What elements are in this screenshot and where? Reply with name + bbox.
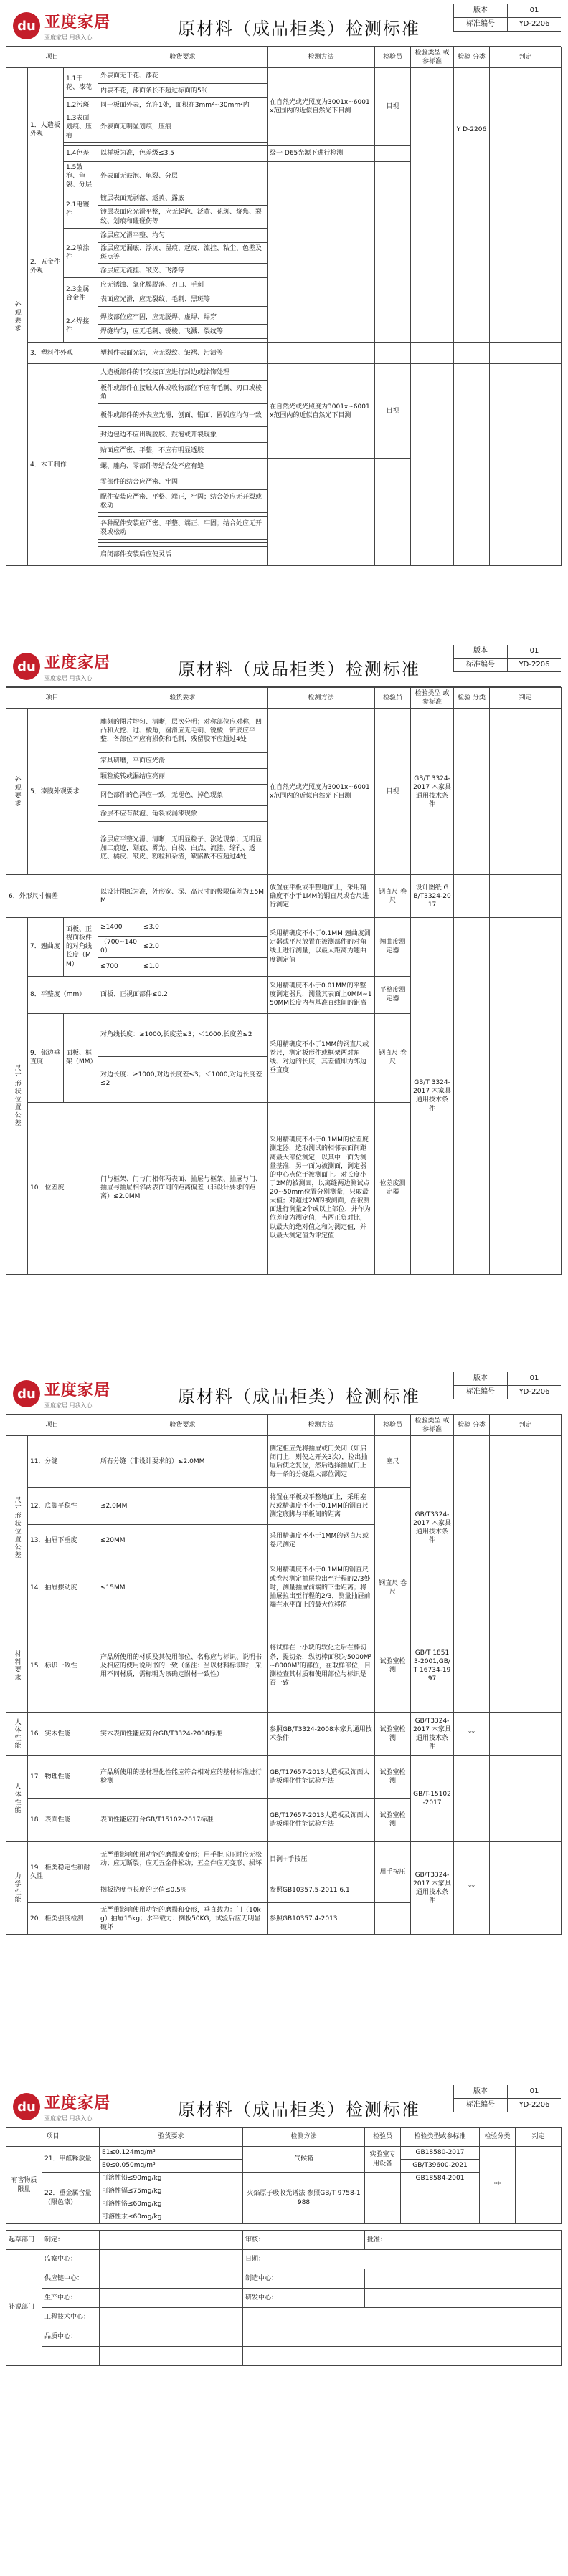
brand-name: 亚度家居 <box>44 1382 111 1399</box>
requirement-text: 启闭部件安装后应使灵活 <box>98 547 268 562</box>
requirement-text: 配件安装应严密、平整、端正，牢固；结合处应无开裂或松动 <box>98 490 268 513</box>
tech-label[interactable]: 工程技术中心： <box>42 2308 100 2327</box>
requirement-text: 零部件的结合应严密、牢固 <box>98 474 268 490</box>
requirement-text: 人造板部件的非交接面应进行封边或涂饰处理 <box>98 364 268 381</box>
level-text: Y D-2206 <box>454 68 490 191</box>
quality-label[interactable]: 监察中心： <box>42 2250 100 2269</box>
sub-physical: 17．物理性能 <box>28 1756 98 1799</box>
page-2 <box>6 645 561 1361</box>
sub-drawer-swing: 14．抽屉摆动度 <box>28 1556 98 1619</box>
requirement-text: 各种配件安装应严密、平整、端正、牢固；结合处应无开裂或松动 <box>98 517 268 540</box>
inspector-text: 试验室检测 <box>375 1619 411 1713</box>
col-std: 检验类型 或参标准 <box>411 1415 454 1436</box>
method-text: 火焰原子吸收光谱法 参照GB/T 9758-1988 <box>243 2173 365 2224</box>
doc-meta <box>453 4 561 32</box>
requirement-text: 无严重影响使用功能的磨损和变形，垂直载力：门（10kg）抽屉15kg；水平载力：搁板50KG，试验后应无明显破坏 <box>98 1903 268 1935</box>
inspector-text: 钢直尺 卷尺 <box>375 1013 411 1102</box>
range-text: （700~1400） <box>98 937 141 957</box>
col-std: 检验类型 或参标准 <box>411 688 454 709</box>
finance-label[interactable]: 品质中心： <box>42 2327 100 2347</box>
brand-mark-icon: du <box>13 2093 40 2120</box>
group-material: 材料要求 <box>6 1619 28 1713</box>
date-label: 日期： <box>243 2250 562 2269</box>
page-header <box>6 4 561 47</box>
item-label: 1.4色差 <box>64 145 98 161</box>
requirement-text: 焊缝均匀，应无毛刺、锐棱、飞溅、裂纹等 <box>98 325 268 339</box>
audit-label[interactable]: 审核： <box>243 2231 365 2250</box>
sub-stability: 19．柜类稳定性和耐久性 <box>28 1842 98 1903</box>
inspector-text: 翘曲度测定器 <box>375 918 411 976</box>
requirement-text: 可溶性铬≤60mg/kg <box>100 2198 243 2211</box>
sub-plastic: 3．塑料件外观 <box>28 343 98 364</box>
requirement-text: 螺、雕角、零部件等结合处不应有缝 <box>98 459 268 474</box>
draft-label[interactable]: 制定： <box>42 2231 100 2250</box>
brand-mark-icon: du <box>13 653 40 680</box>
sub-gap: 11．分缝 <box>28 1436 98 1488</box>
version-label: 版本 <box>473 2087 488 2095</box>
item-label: 1.2污斑 <box>64 98 98 112</box>
sub-drawer-sag: 13．抽屉下垂度 <box>28 1525 98 1556</box>
inspector-text: 目视 <box>375 68 411 145</box>
sub-surface: 18．表面性能 <box>28 1799 98 1842</box>
page-3 <box>6 1372 561 2074</box>
requirement-text: E0≤0.050mg/m³ <box>100 2160 243 2173</box>
code-label: 标准编号 <box>466 20 495 28</box>
inspector-text: 位差度测定器 <box>375 1102 411 1274</box>
col-method: 检测方法 <box>268 688 375 709</box>
code-label: 标准编号 <box>466 1388 495 1396</box>
inspector-text: 塞尺 <box>375 1436 411 1488</box>
brand-slogan: 亚度家居 用我入心 <box>44 2115 93 2122</box>
method-text: 在自然光或光照度为3001x~6001x范围内的近似自然光下目测 <box>268 68 375 145</box>
method-text: 目测+手按压 <box>268 1842 375 1877</box>
draft-dept-label: 起草部门 <box>6 2231 42 2250</box>
requirement-text: 板件或部件的外表应光滑，刨面、锯面、圆弧应均匀一致 <box>98 404 268 427</box>
method-text: 将试样在一小块的软化之后在棒切条，提切条，纵切棒面积为5000M²~8000M²的部位，在取样部位，目测检查其材质和使用部位与标识是否一致 <box>268 1619 375 1713</box>
col-inspector: 检验员 <box>375 1415 411 1436</box>
code-value: YD-2206 <box>507 659 561 671</box>
range-text: ≥1400 <box>98 918 141 937</box>
brand-logo <box>13 2091 110 2122</box>
version-label: 版本 <box>473 1374 488 1382</box>
requirement-text: 面板、正视面部件≤0.2 <box>98 976 268 1013</box>
requirement-text: 对边长度：≥1000,对边长度差≤3；＜1000,对边长度差≤2 <box>98 1056 268 1102</box>
sub-flatness: 8．平整度（mm） <box>28 976 98 1013</box>
standard-table-4 <box>6 2127 562 2224</box>
version-label: 版本 <box>473 6 488 14</box>
requirement-text: 产品所使用的材质及其使用部位、名称应与标识、说明书及相应的使用说明书的一致（备注：当以材料标识时，采用不同材质，需标明为该确定附材一致性） <box>98 1619 268 1713</box>
requirement-text: 贴面应严密、平整，不应有明显透胶 <box>98 443 268 459</box>
requirement-text: 颗粒旋转或漏结应亮丽 <box>98 769 268 785</box>
sub-paint: 5．漆膜外观要求 <box>28 709 98 875</box>
requirement-text: 可溶性镉≤75mg/kg <box>100 2185 243 2198</box>
method-text: 采用精确度不小于0.01MM的平整度测定器具，测量其表面上0MM~150MM长度内与基准直线间的距离 <box>268 976 375 1013</box>
code-label: 标准编号 <box>466 661 495 669</box>
group-hazardous: 有害物质限量 <box>6 2147 42 2224</box>
inspector-text: 目视 <box>375 709 411 875</box>
std-text: GB/T39600-2021 <box>401 2160 480 2173</box>
item-label: 1.3表面划痕、压痕 <box>64 112 98 142</box>
item-label: 2.4焊接件 <box>64 310 98 343</box>
sub-formaldehyde: 21．甲醛释放量 <box>42 2147 100 2173</box>
method-text: 在自然光或光照度为3001x~6001x范围内的近似自然光下目测 <box>268 709 375 875</box>
document-title: 原材料（成品柜类）检测标准 <box>178 1387 420 1407</box>
std-text: GB/T 3324-2017 木家具通用技术条件 <box>411 709 454 875</box>
method-text: GB/T17657-2013人造板及饰面人造板理化性能试验方法 <box>268 1799 375 1842</box>
requirement-text: 以设计图纸为准，外形宽、深、高尺寸的极限偏差为±5MM <box>98 875 268 918</box>
sub-leg-stability: 12．底脚平稳性 <box>28 1488 98 1525</box>
item-label: 面板、框架（MM） <box>64 1013 98 1102</box>
requirement-text: 板件或部件在接触人体或收物部位不应有毛刺、刃口或棱角 <box>98 381 268 404</box>
method-text: GB/T17657-2013人造板及饰面人造板理化性能试验方法 <box>268 1756 375 1799</box>
requirement-text: E1≤0.124mg/m³ <box>100 2147 243 2160</box>
requirement-text: 家具研磨，平面应光滑 <box>98 753 268 769</box>
brand-name: 亚度家居 <box>44 14 111 32</box>
col-inspector: 检验员 <box>365 2128 401 2147</box>
page-header <box>6 1372 561 1414</box>
method-text: 气候箱 <box>243 2147 365 2173</box>
page-header <box>6 2085 561 2127</box>
requirement-text: 对角线长度：≥1000,长度差≤3；＜1000,长度差≤2 <box>98 1013 268 1056</box>
signature-table <box>6 2230 562 2366</box>
group-mechanics: 力学性能 <box>6 1842 28 1935</box>
col-judge: 判定 <box>516 2128 562 2147</box>
group-appearance: 外观要求 <box>6 68 28 566</box>
requirement-text: 可溶性汞≤60mg/kg <box>100 2211 243 2224</box>
method-text: 采用精确度不小于0.1MM的位差度测定器，选取测试的相邻表面间距离最大部位测定，以其中一面为测量基准，另一面为被测面，测定器的中心点位于被测面上。对长度小于2M的被测面，以离缝两边测试点20~50mm位置分别测量，只取最大值；对超过2M的被测面，在被测面进行测量2个或以上部位，并作为位差度为测定值，当两正负对比，以最大的绝对值之和为测定值，并以最大测定值为评定值 <box>268 1102 375 1274</box>
requirement-text: 外表面无明显划痕，压痕 <box>98 112 268 142</box>
standard-table-1 <box>6 47 562 566</box>
inspector-text: 试验室检测 <box>375 1713 411 1756</box>
requirement-text: 塑料件表面光洁，应无裂纹、皱褶、污渍等 <box>98 343 268 364</box>
requirement-text: 表面性能应符合GB/T15102-2017标准 <box>98 1799 268 1842</box>
version-value: 01 <box>507 2085 561 2098</box>
document-title: 原材料（成品柜类）检测标准 <box>178 659 420 679</box>
brand-slogan: 亚度家居 用我入心 <box>44 34 93 41</box>
doc-meta <box>453 645 561 672</box>
requirement-text: 同一板面外表，允许1处，面积在3mm²~30mm²内 <box>98 98 268 112</box>
sub-warpage: 7．翘曲度 <box>28 918 64 976</box>
sub-offset: 10．位差度 <box>28 1102 98 1274</box>
level-text: ** <box>454 1842 490 1935</box>
requirement-text: 涂层应光滑平整、均匀 <box>98 229 268 243</box>
requirement-text: 表面应光滑，应无裂纹、毛刺、黑斑等 <box>98 292 268 307</box>
method-text: 参照GB10357.5-2011 6.1 <box>268 1877 375 1903</box>
method-text: 将置在平板或平整地面上，采用塞尺或精确度不小于0.1MM的钢直尺测定底脚与平板间的距离 <box>268 1488 375 1525</box>
brand-slogan: 亚度家居 用我入心 <box>44 675 93 681</box>
version-value: 01 <box>507 645 561 658</box>
approve-label[interactable]: 批准： <box>365 2231 562 2250</box>
brand-logo <box>13 651 110 682</box>
sub-perpendicularity: 9．邻边垂直度 <box>28 1013 64 1102</box>
standard-table-3 <box>6 1414 562 1935</box>
col-item: 项目 <box>6 47 98 68</box>
requirement-text: 搁板挠度与长度的比值≤0.5％ <box>98 1877 268 1903</box>
brand-mark-icon: du <box>13 12 40 39</box>
requirement-text: 外表面无干花、漆花 <box>98 68 268 84</box>
mfg-label[interactable]: 制造中心： <box>243 2269 365 2289</box>
item-label: 2.2喷涂件 <box>64 229 98 278</box>
col-requirement: 验货要求 <box>100 2128 243 2147</box>
requirement-text: 无严重影响使用功能的磨损或变形；用手指压压时应无松动；应无断裂；应无五金件松动；五金件应无变形、损坏 <box>98 1842 268 1877</box>
sign-dept-label: 补说部门 <box>6 2250 42 2366</box>
standard-table-2 <box>6 687 562 1275</box>
brand-logo <box>13 10 110 42</box>
level-text: ** <box>454 1713 490 1756</box>
method-text: 参照GB/T3324-2008木家具通用技术条件 <box>268 1713 375 1756</box>
col-std: 检验类型 或参标准 <box>411 47 454 68</box>
col-judge: 判定 <box>490 688 562 709</box>
group-tolerance: 尺寸形状位置公差 <box>6 1436 28 1619</box>
brand-name: 亚度家居 <box>44 654 111 672</box>
col-item: 项目 <box>6 2128 100 2147</box>
method-text: 采用精确度不小于1MM的钢直尺或卷尺，测定板形件或框架两对角线、对边的长度，其差值即为邻边垂直度 <box>268 1013 375 1102</box>
std-text: GB18580-2017 <box>401 2147 480 2160</box>
range-value: ≤2.0 <box>141 937 268 957</box>
std-text: GB/T 3324-2017 木家具通用技术条件 <box>411 918 454 1274</box>
requirement-text: 产品所使用的基材理化性能应符合相对应的基材标准进行检测 <box>98 1756 268 1799</box>
std-text: GB/T3324-2017 木家具通用技术条件 <box>411 1713 454 1756</box>
code-value: YD-2206 <box>507 2099 561 2112</box>
col-requirement: 验货要求 <box>98 688 268 709</box>
requirement-text: 涂层应无漏底、浮坑、留痕、起皮、流挂、粘尘、色差及斑点等 <box>98 243 268 264</box>
sub-wood-performance: 16．实木性能 <box>28 1713 98 1756</box>
item-label: 2.3金属合金件 <box>64 278 98 310</box>
requirement-text: 镀层表面无剥落、返黄、露底 <box>98 191 268 206</box>
produce-label[interactable]: 生产中心： <box>42 2289 100 2308</box>
group-wood: 人体性能 <box>6 1713 28 1756</box>
inspector-text: 用手按压 <box>375 1842 411 1903</box>
requirement-text: ≤2.0MM <box>98 1488 268 1525</box>
method-text: 采用精确度不小于0.1MM的钢直尺或卷尺测定抽屉拉出至行程的2/3处时，测量抽屉前端的下垂距离；将抽屉拉出至行程的2/3，测量抽屉前端在水平面上的最大位移值 <box>268 1556 375 1619</box>
page-1 <box>6 4 561 635</box>
sub-strength: 20．柜类强度检测 <box>28 1903 98 1935</box>
col-inspector: 检验员 <box>375 47 411 68</box>
sub-size-deviation: 6．外形尺寸偏差 <box>6 875 98 918</box>
document-title: 原材料（成品柜类）检测标准 <box>178 19 420 39</box>
code-value: YD-2206 <box>507 18 561 31</box>
sub-heavy-metal: 22．重金属含量（限色漆） <box>42 2173 100 2224</box>
inspector-text: 平整度测定器 <box>375 976 411 1013</box>
inspector-text: 钢直尺 卷尺 <box>375 875 411 918</box>
inspector-text: 实验室专用设备 <box>365 2147 401 2173</box>
brand-mark-icon: du <box>13 1380 40 1407</box>
page-header <box>6 645 561 687</box>
requirement-text: 以样板为准，色差级≤3.5 <box>98 145 268 161</box>
requirement-text: 外表面无鼓泡、龟裂、分层 <box>98 161 268 191</box>
requirement-text: 门与框架、门与门相邻两表面、抽屉与框架、抽屉与门、抽屉与抽屉相邻两表面间的距离偏差（非设计要求的距离）≤2.0MM <box>98 1102 268 1274</box>
col-judge: 判定 <box>490 47 562 68</box>
requirement-text: ≤15MM <box>98 1556 268 1619</box>
inspector-text: 试验室检测 <box>375 1799 411 1842</box>
group-board: 人体性能 <box>6 1756 28 1842</box>
item-label: 面板、正视面板件的对角线长度（MM） <box>64 918 98 976</box>
requirement-text: 网色部件的色泽应一致，无褪色、掉色现象 <box>98 785 268 806</box>
version-label: 版本 <box>473 647 488 655</box>
method-text: 在自然光或光照度为3001x~6001x范围内的近似自然光下目测 <box>268 364 375 459</box>
col-method: 检测方法 <box>268 47 375 68</box>
col-level: 检验 分类 <box>454 688 490 709</box>
inspector-text: 试验室检测 <box>375 1756 411 1799</box>
item-label: 1.1干花、漆花 <box>64 68 98 98</box>
requirement-text: 应无锈蚀、氧化膜脱落、刃口、毛刺 <box>98 278 268 292</box>
brand-name: 亚度家居 <box>44 2094 111 2112</box>
code-value: YD-2206 <box>507 1386 561 1399</box>
inspector-text: 目视 <box>375 364 411 459</box>
requirement-text: 内表不花，漆面条长不超过标面的5％ <box>98 84 268 98</box>
method-text: 参照GB10357.4-2013 <box>268 1903 375 1935</box>
col-method: 检测方法 <box>268 1415 375 1436</box>
col-inspector: 检验员 <box>375 688 411 709</box>
col-item: 项目 <box>6 1415 98 1436</box>
requirement-text: 涂层应无流挂、皱皮、飞漆等 <box>98 264 268 278</box>
std-text: GB/T3324-2017 木家具通用技术条件 <box>411 1436 454 1619</box>
range-value: ≤1.0 <box>141 957 268 976</box>
col-level: 检验 分类 <box>454 47 490 68</box>
std-text: GB/T3324-2017 木家具通用技术条件 <box>411 1842 454 1935</box>
version-value: 01 <box>507 4 561 17</box>
range-text: ≤700 <box>98 957 141 976</box>
sub-hardware-appearance: 2．五金件外观 <box>28 191 64 343</box>
item-label: 2.1电镀件 <box>64 191 98 229</box>
requirement-text: 涂层不应有鼓泡、龟裂或漏漆现象 <box>98 806 268 822</box>
code-label: 标准编号 <box>466 2101 495 2109</box>
col-level: 检验分类 <box>480 2128 516 2147</box>
col-judge: 判定 <box>490 1415 562 1436</box>
rd-label[interactable]: 研发中心： <box>243 2289 365 2308</box>
requirement-text: 可溶性铅≤90mg/kg <box>100 2173 243 2185</box>
doc-meta <box>453 2085 561 2112</box>
supply-label[interactable]: 供应链中心： <box>42 2269 100 2289</box>
requirement-text: ≤20MM <box>98 1525 268 1556</box>
requirement-text: 雕刻的图片均匀、清晰，层次分明；对称部位应对称，凹凸和大挖、过、棱角，圆滑应无毛刺、锐棱，铲底应平整，各部位不应有损伤和毛刺，残留胶不应超过4处 <box>98 709 268 753</box>
level-text: ** <box>480 2147 516 2224</box>
requirement-text: 所有分缝（非设计要求的）≤2.0MM <box>98 1436 268 1488</box>
std-text: GB18584-2001 <box>401 2173 480 2185</box>
document-title: 原材料（成品柜类）检测标准 <box>178 2099 420 2120</box>
col-level: 检验 分类 <box>454 1415 490 1436</box>
sub-label-consistency: 15．标识一致性 <box>28 1619 98 1713</box>
method-text: 侧定柜应先将抽屉或门关闭（如启闭门上，则使之开关3次），拉出抽屉后使之复位，然后选择抽屉门上每一条的分缝最大部位测定 <box>268 1436 375 1488</box>
col-std: 检验类型或参标准 <box>401 2128 480 2147</box>
version-value: 01 <box>507 1372 561 1385</box>
requirement-text: 实木表面性能应符合GB/T3324-2008标准 <box>98 1713 268 1756</box>
brand-logo <box>13 1378 110 1409</box>
group-tolerance: 尺寸形状位置公差 <box>6 918 28 1274</box>
inspector-text: 钢直尺 卷尺 <box>375 1556 411 1619</box>
group-appearance: 外观要求 <box>6 709 28 875</box>
page-4 <box>6 2085 561 2515</box>
std-text: 设计图纸 GB/T3324-2017 <box>411 875 454 918</box>
sub-board-appearance: 1．人造板外观 <box>28 68 64 191</box>
brand-slogan: 亚度家居 用我入心 <box>44 1402 93 1409</box>
requirement-text: 镀层表面应光滑平整，应无起泡、泛黄、花斑、烧焦、裂纹、划痕和磕碰伤等 <box>98 206 268 229</box>
requirement-text: 封边包边不应出现脱胶、鼓泡或开裂现象 <box>98 427 268 443</box>
method-text: 采用精确度不小于0.1MM 翘曲度测定器或平尺放置在被测部件的对角线上进行测量，以最大距离为翘曲度测定值 <box>268 918 375 976</box>
requirement-text: 焊接部位应牢固，应无脱焊、虚焊、焊穿 <box>98 310 268 325</box>
col-requirement: 验货要求 <box>98 1415 268 1436</box>
col-requirement: 验货要求 <box>98 47 268 68</box>
range-value: ≤3.0 <box>141 918 268 937</box>
requirement-text: 涂层应平整光滑、清晰，无明显粒子、涨边现象；无明显加工痕迹，划痕、雾光、白棱、白点、流挂、缩孔、透底、橘皮、皱皮、粉粒和杂渣，缺陷数不应超过4处 <box>98 822 268 875</box>
col-item: 项目 <box>6 688 98 709</box>
col-method: 检测方法 <box>243 2128 365 2147</box>
doc-meta <box>453 1372 561 1399</box>
item-label: 1.5鼓泡、龟裂、分层 <box>64 161 98 191</box>
std-text: GB/T-15102-2017 <box>411 1756 454 1842</box>
method-text: 放置在平板或平整地面上，采用精确度不小于1MM的钢直尺或卷尺进行测定 <box>268 875 375 918</box>
method-text: 级一 D65光源下进行检测 <box>268 145 375 161</box>
std-text: GB/T 18513-2001,GB/T 16734-1997 <box>411 1619 454 1713</box>
sub-woodwork: 4．木工制作 <box>28 364 98 566</box>
method-text: 采用精确度不小于1MM的钢直尺或卷尺测定 <box>268 1525 375 1556</box>
